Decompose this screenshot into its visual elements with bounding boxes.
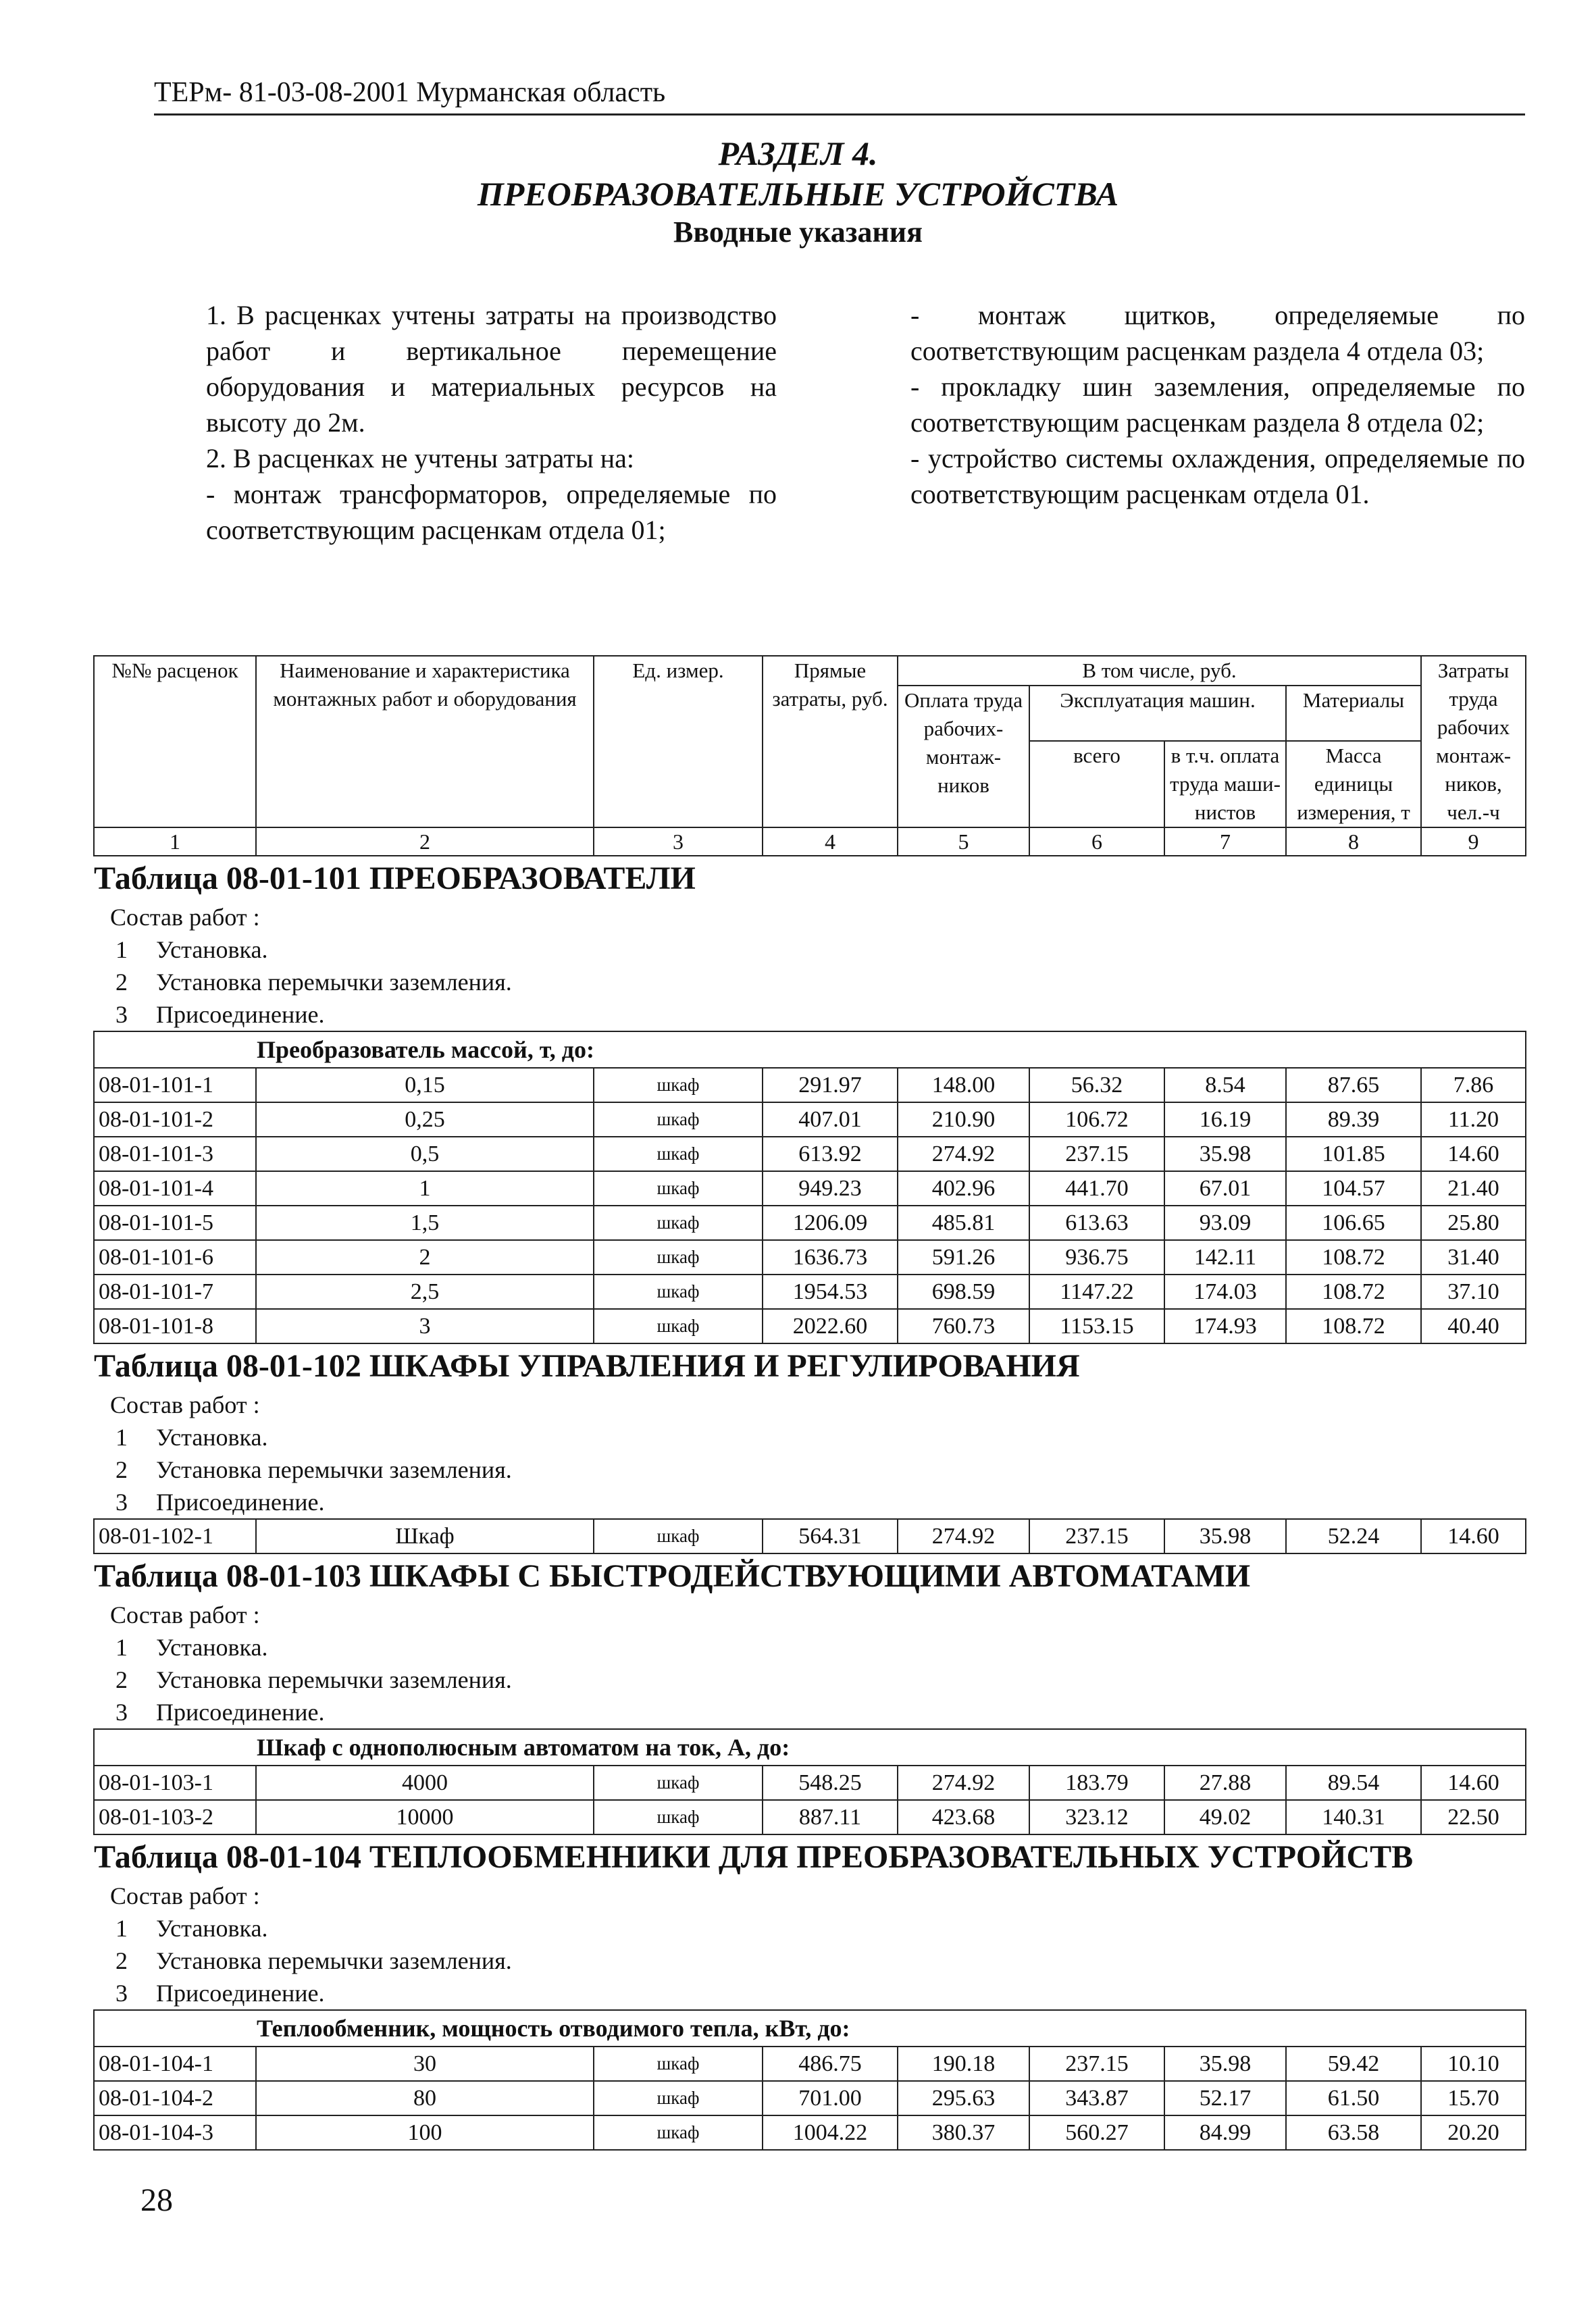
table-cell: 548.25 xyxy=(763,1766,898,1800)
table-cell: 35.98 xyxy=(1164,1519,1286,1553)
works-item xyxy=(110,1945,1526,1977)
table-cell: 1004.22 xyxy=(763,2115,898,2150)
table-row xyxy=(94,1068,1526,1102)
table-cell: 237.15 xyxy=(1029,1519,1164,1553)
table-cell: 486.75 xyxy=(763,2047,898,2081)
column-number: 2 xyxy=(256,827,594,856)
works-item xyxy=(110,933,1526,966)
table-row xyxy=(94,1240,1526,1275)
works-item-text: Установка. xyxy=(156,1424,268,1451)
table-cell: 87.65 xyxy=(1286,1068,1421,1102)
works-item-text: Присоединение. xyxy=(156,1980,325,2007)
page-number: 28 xyxy=(140,2182,173,2218)
subheader-cell: Теплообменник, мощность отводимого тепла, кВт, до: xyxy=(94,2010,1526,2047)
works-item xyxy=(110,1454,1526,1486)
table-cell: шкаф xyxy=(594,1206,763,1240)
table-cell: шкаф xyxy=(594,1240,763,1275)
table-cell: 10.10 xyxy=(1421,2047,1526,2081)
works-item xyxy=(110,1421,1526,1454)
works-item-number: 3 xyxy=(115,1699,128,1726)
table-cell: 237.15 xyxy=(1029,2047,1164,2081)
column-number: 9 xyxy=(1421,827,1526,856)
table-cell: 949.23 xyxy=(763,1171,898,1206)
works-item-number: 2 xyxy=(115,969,128,996)
column-number: 3 xyxy=(594,827,763,856)
table-cell: 61.50 xyxy=(1286,2081,1421,2115)
table-cell: 35.98 xyxy=(1164,2047,1286,2081)
table-cell: 591.26 xyxy=(898,1240,1029,1275)
table-cell: шкаф xyxy=(594,1275,763,1309)
table-cell: 1954.53 xyxy=(763,1275,898,1309)
table-cell: 423.68 xyxy=(898,1800,1029,1834)
col-header-code: №№ расценок xyxy=(94,656,256,827)
works-item-number: 3 xyxy=(115,1489,128,1516)
table-subheader-row xyxy=(94,1031,1526,1068)
table-row xyxy=(94,1137,1526,1171)
table-cell: 1206.09 xyxy=(763,1206,898,1240)
works-label: Состав работ : xyxy=(110,1882,260,1909)
table-cell: 100 xyxy=(256,2115,594,2150)
table-cell: 25.80 xyxy=(1421,1206,1526,1240)
table-row xyxy=(94,1519,1526,1553)
table-cell: 1,5 xyxy=(256,1206,594,1240)
table-cell: 11.20 xyxy=(1421,1102,1526,1137)
table-cell: 15.70 xyxy=(1421,2081,1526,2115)
works-item-text: Присоединение. xyxy=(156,1699,325,1726)
subheader-cell: Шкаф с однополюсным автоматом на ток, А, до: xyxy=(94,1729,1526,1766)
table-cell: 3 xyxy=(256,1309,594,1343)
table-cell: шкаф xyxy=(594,2047,763,2081)
table-cell: 2,5 xyxy=(256,1275,594,1309)
table-cell: 52.17 xyxy=(1164,2081,1286,2115)
table-cell: 08-01-101-7 xyxy=(94,1275,256,1309)
table-cell: 148.00 xyxy=(898,1068,1029,1102)
table-cell: 49.02 xyxy=(1164,1800,1286,1834)
table-cell: 20.20 xyxy=(1421,2115,1526,2150)
table-cell: 30 xyxy=(256,2047,594,2081)
table-cell: 564.31 xyxy=(763,1519,898,1553)
intro-title: Вводные указания xyxy=(673,215,923,249)
intro-paragraph: - монтаж щитков, определяемые по соответствующим расценкам раздела 4 отдела 03; xyxy=(910,300,1525,366)
intro-right-column xyxy=(910,297,1525,512)
table-cell: 21.40 xyxy=(1421,1171,1526,1206)
table-cell: 89.39 xyxy=(1286,1102,1421,1137)
table-cell: 936.75 xyxy=(1029,1240,1164,1275)
table-cell: 08-01-104-2 xyxy=(94,2081,256,2115)
running-header: ТЕРм- 81-03-08-2001 Мурманская область xyxy=(154,76,1525,115)
table-cell: шкаф xyxy=(594,1068,763,1102)
table-cell: 93.09 xyxy=(1164,1206,1286,1240)
block-title: Таблица 08-01-101 ПРЕОБРАЗОВАТЕЛИ xyxy=(94,860,696,896)
table-cell: 80 xyxy=(256,2081,594,2115)
col-header-name: Наименование и характеристика монтажных работ и оборудования xyxy=(256,656,594,827)
table-cell: 613.92 xyxy=(763,1137,898,1171)
table-cell: 1147.22 xyxy=(1029,1275,1164,1309)
table-cell: 14.60 xyxy=(1421,1137,1526,1171)
table-cell: 08-01-101-2 xyxy=(94,1102,256,1137)
intro-left-column xyxy=(206,297,777,548)
works-item xyxy=(110,1977,1526,2009)
table-cell: 4000 xyxy=(256,1766,594,1800)
works-item-text: Установка. xyxy=(156,936,268,963)
works-item xyxy=(110,1486,1526,1518)
works-item-text: Присоединение. xyxy=(156,1489,325,1516)
table-cell: 08-01-104-3 xyxy=(94,2115,256,2150)
table-row xyxy=(94,2115,1526,2150)
works-list xyxy=(94,1389,1526,1518)
table-cell: 27.88 xyxy=(1164,1766,1286,1800)
table-cell: 52.24 xyxy=(1286,1519,1421,1553)
works-item-number: 1 xyxy=(115,1634,128,1661)
subheader-cell: Преобразователь массой, т, до: xyxy=(94,1031,1526,1068)
table-cell: 08-01-101-1 xyxy=(94,1068,256,1102)
table-cell: 0,5 xyxy=(256,1137,594,1171)
works-item xyxy=(110,1631,1526,1664)
table-subheader-row xyxy=(94,1729,1526,1766)
works-item-text: Установка перемычки заземления. xyxy=(156,1666,512,1693)
table-cell: 08-01-103-2 xyxy=(94,1800,256,1834)
table-row xyxy=(94,1206,1526,1240)
table-cell: 274.92 xyxy=(898,1519,1029,1553)
table-cell: 613.63 xyxy=(1029,1206,1164,1240)
table-cell: 485.81 xyxy=(898,1206,1029,1240)
column-number: 7 xyxy=(1164,827,1286,856)
table-cell: 14.60 xyxy=(1421,1519,1526,1553)
col-header-materials: Материалы xyxy=(1286,686,1421,741)
table-cell: 760.73 xyxy=(898,1309,1029,1343)
table-cell: 274.92 xyxy=(898,1137,1029,1171)
column-number: 6 xyxy=(1029,827,1164,856)
table-cell: 380.37 xyxy=(898,2115,1029,2150)
table-cell: 7.86 xyxy=(1421,1068,1526,1102)
works-item xyxy=(110,1912,1526,1945)
works-label: Состав работ : xyxy=(110,1391,260,1418)
table-block-header xyxy=(94,1553,1526,1729)
intro-paragraph: 1. В расценках учтены затраты на производство работ и вертикальное перемещение оборудования и материальных ресурсов на высоту до 2м. xyxy=(206,300,777,438)
table-cell: 210.90 xyxy=(898,1102,1029,1137)
works-list xyxy=(94,1880,1526,2009)
col-header-machines: Эксплуатация машин. xyxy=(1029,686,1286,741)
table-row xyxy=(94,1309,1526,1343)
works-list xyxy=(94,901,1526,1031)
table-subheader-row xyxy=(94,2010,1526,2047)
table-cell: 14.60 xyxy=(1421,1766,1526,1800)
table-row xyxy=(94,1800,1526,1834)
works-item-number: 3 xyxy=(115,1980,128,2007)
table-cell: 89.54 xyxy=(1286,1766,1421,1800)
table-row xyxy=(94,1171,1526,1206)
table-cell: 104.57 xyxy=(1286,1171,1421,1206)
works-item-number: 2 xyxy=(115,1666,128,1693)
table-cell: 1636.73 xyxy=(763,1240,898,1275)
col-header-wages: Оплата труда рабочих-монтаж-ников xyxy=(898,686,1029,827)
intro-paragraph: - монтаж трансформаторов, определяемые по соответствующим расценкам отдела 01; xyxy=(206,479,777,545)
table-cell: 108.72 xyxy=(1286,1309,1421,1343)
block-title: Таблица 08-01-102 ШКАФЫ УПРАВЛЕНИЯ И РЕГУЛИРОВАНИЯ xyxy=(94,1348,1080,1384)
table-cell: 291.97 xyxy=(763,1068,898,1102)
table-cell: 08-01-104-1 xyxy=(94,2047,256,2081)
table-cell: 140.31 xyxy=(1286,1800,1421,1834)
table-cell: 59.42 xyxy=(1286,2047,1421,2081)
table-cell: шкаф xyxy=(594,2115,763,2150)
column-number: 5 xyxy=(898,827,1029,856)
table-cell: 0,25 xyxy=(256,1102,594,1137)
table-cell: 174.93 xyxy=(1164,1309,1286,1343)
col-header-operator-wages: в т.ч. оплата труда маши-нистов xyxy=(1164,741,1286,827)
table-row xyxy=(94,1102,1526,1137)
table-cell: 08-01-102-1 xyxy=(94,1519,256,1553)
works-item xyxy=(110,1696,1526,1728)
table-cell: 10000 xyxy=(256,1800,594,1834)
table-cell: 183.79 xyxy=(1029,1766,1164,1800)
table-cell: 08-01-101-6 xyxy=(94,1240,256,1275)
table-cell: шкаф xyxy=(594,1137,763,1171)
works-item-text: Установка перемычки заземления. xyxy=(156,1456,512,1483)
intro-paragraph: 2. В расценках не учтены затраты на: xyxy=(206,443,634,473)
works-item-text: Установка перемычки заземления. xyxy=(156,1947,512,1974)
table-cell: 190.18 xyxy=(898,2047,1029,2081)
table-cell: 323.12 xyxy=(1029,1800,1164,1834)
table-cell: шкаф xyxy=(594,1171,763,1206)
table-block-header xyxy=(94,1343,1526,1519)
works-item-text: Установка. xyxy=(156,1915,268,1942)
works-list xyxy=(94,1599,1526,1728)
table-cell: 84.99 xyxy=(1164,2115,1286,2150)
table-cell: 08-01-101-5 xyxy=(94,1206,256,1240)
table-cell: 343.87 xyxy=(1029,2081,1164,2115)
column-number: 1 xyxy=(94,827,256,856)
table-cell: 08-01-101-8 xyxy=(94,1309,256,1343)
table-cell: 2 xyxy=(256,1240,594,1275)
table-cell: 142.11 xyxy=(1164,1240,1286,1275)
table-cell: 106.65 xyxy=(1286,1206,1421,1240)
works-item xyxy=(110,998,1526,1031)
table-header-row xyxy=(94,656,1526,686)
table-cell: шкаф xyxy=(594,2081,763,2115)
table-cell: 698.59 xyxy=(898,1275,1029,1309)
table-cell: 63.58 xyxy=(1286,2115,1421,2150)
table-cell: шкаф xyxy=(594,1102,763,1137)
col-header-group: В том числе, руб. xyxy=(898,656,1421,686)
works-item-number: 3 xyxy=(115,1001,128,1028)
table-cell: 22.50 xyxy=(1421,1800,1526,1834)
table-cell: 67.01 xyxy=(1164,1171,1286,1206)
intro-paragraph: - устройство системы охлаждения, определяемые по соответствующим расценкам отдела 01. xyxy=(910,443,1525,509)
works-item-text: Установка перемычки заземления. xyxy=(156,969,512,996)
block-cell xyxy=(94,1553,1526,1729)
rates-table xyxy=(93,655,1526,2151)
table-cell: 407.01 xyxy=(763,1102,898,1137)
works-item-number: 1 xyxy=(115,936,128,963)
works-item-number: 1 xyxy=(115,1915,128,1942)
table-cell: 701.00 xyxy=(763,2081,898,2115)
table-cell: 237.15 xyxy=(1029,1137,1164,1171)
table-cell: шкаф xyxy=(594,1800,763,1834)
table-cell: 08-01-101-4 xyxy=(94,1171,256,1206)
table-cell: шкаф xyxy=(594,1766,763,1800)
table-cell: 08-01-103-1 xyxy=(94,1766,256,1800)
table-cell: 31.40 xyxy=(1421,1240,1526,1275)
block-cell xyxy=(94,1343,1526,1519)
table-block-header xyxy=(94,856,1526,1031)
table-cell: 40.40 xyxy=(1421,1309,1526,1343)
works-item xyxy=(110,1664,1526,1696)
intro-paragraph: - прокладку шин заземления, определяемые по соответствующим расценкам раздела 8 отдела 02; xyxy=(910,371,1525,438)
table-cell: 174.03 xyxy=(1164,1275,1286,1309)
table-cell: 441.70 xyxy=(1029,1171,1164,1206)
section-name: ПРЕОБРАЗОВАТЕЛЬНЫЕ УСТРОЙСТВА xyxy=(477,175,1119,213)
table-cell: 35.98 xyxy=(1164,1137,1286,1171)
col-header-labor-hours: Затраты труда рабочих монтаж-ников, чел.-ч xyxy=(1421,656,1526,827)
table-cell: 1 xyxy=(256,1171,594,1206)
table-cell: 560.27 xyxy=(1029,2115,1164,2150)
table-row xyxy=(94,1766,1526,1800)
table-cell: 0,15 xyxy=(256,1068,594,1102)
column-number: 4 xyxy=(763,827,898,856)
section-label: РАЗДЕЛ 4. xyxy=(718,134,878,172)
table-cell: шкаф xyxy=(594,1519,763,1553)
block-title: Таблица 08-01-103 ШКАФЫ С БЫСТРОДЕЙСТВУЮЩИМИ АВТОМАТАМИ xyxy=(94,1558,1251,1594)
table-cell: 887.11 xyxy=(763,1800,898,1834)
works-item xyxy=(110,966,1526,998)
column-number-row xyxy=(94,827,1526,856)
table-cell: 08-01-101-3 xyxy=(94,1137,256,1171)
works-item-text: Установка. xyxy=(156,1634,268,1661)
column-number: 8 xyxy=(1286,827,1421,856)
table-cell: 106.72 xyxy=(1029,1102,1164,1137)
col-header-unit-mass: Масса единицы измерения, т xyxy=(1286,741,1421,827)
works-item-number: 2 xyxy=(115,1947,128,1974)
table-cell: 108.72 xyxy=(1286,1240,1421,1275)
table-cell: 402.96 xyxy=(898,1171,1029,1206)
table-cell: Шкаф xyxy=(256,1519,594,1553)
table-cell: 8.54 xyxy=(1164,1068,1286,1102)
table-cell: 295.63 xyxy=(898,2081,1029,2115)
works-label: Состав работ : xyxy=(110,904,260,931)
block-title: Таблица 08-01-104 ТЕПЛООБМЕННИКИ ДЛЯ ПРЕОБРАЗОВАТЕЛЬНЫХ УСТРОЙСТВ xyxy=(94,1839,1414,1875)
works-item-number: 1 xyxy=(115,1424,128,1451)
table-cell: 2022.60 xyxy=(763,1309,898,1343)
table-cell: 101.85 xyxy=(1286,1137,1421,1171)
table-row xyxy=(94,2081,1526,2115)
table-row xyxy=(94,2047,1526,2081)
block-cell xyxy=(94,1834,1526,2010)
works-label: Состав работ : xyxy=(110,1601,260,1628)
table-cell: 274.92 xyxy=(898,1766,1029,1800)
col-header-machines-total: всего xyxy=(1029,741,1164,827)
col-header-direct-cost: Прямые затраты, руб. xyxy=(763,656,898,827)
col-header-unit: Ед. измер. xyxy=(594,656,763,827)
table-row xyxy=(94,1275,1526,1309)
table-block-header xyxy=(94,1834,1526,2010)
table-cell: 108.72 xyxy=(1286,1275,1421,1309)
table-cell: 56.32 xyxy=(1029,1068,1164,1102)
works-item-number: 2 xyxy=(115,1456,128,1483)
block-cell xyxy=(94,856,1526,1031)
table-cell: 37.10 xyxy=(1421,1275,1526,1309)
table-cell: 16.19 xyxy=(1164,1102,1286,1137)
table-cell: шкаф xyxy=(594,1309,763,1343)
table-cell: 1153.15 xyxy=(1029,1309,1164,1343)
works-item-text: Присоединение. xyxy=(156,1001,325,1028)
